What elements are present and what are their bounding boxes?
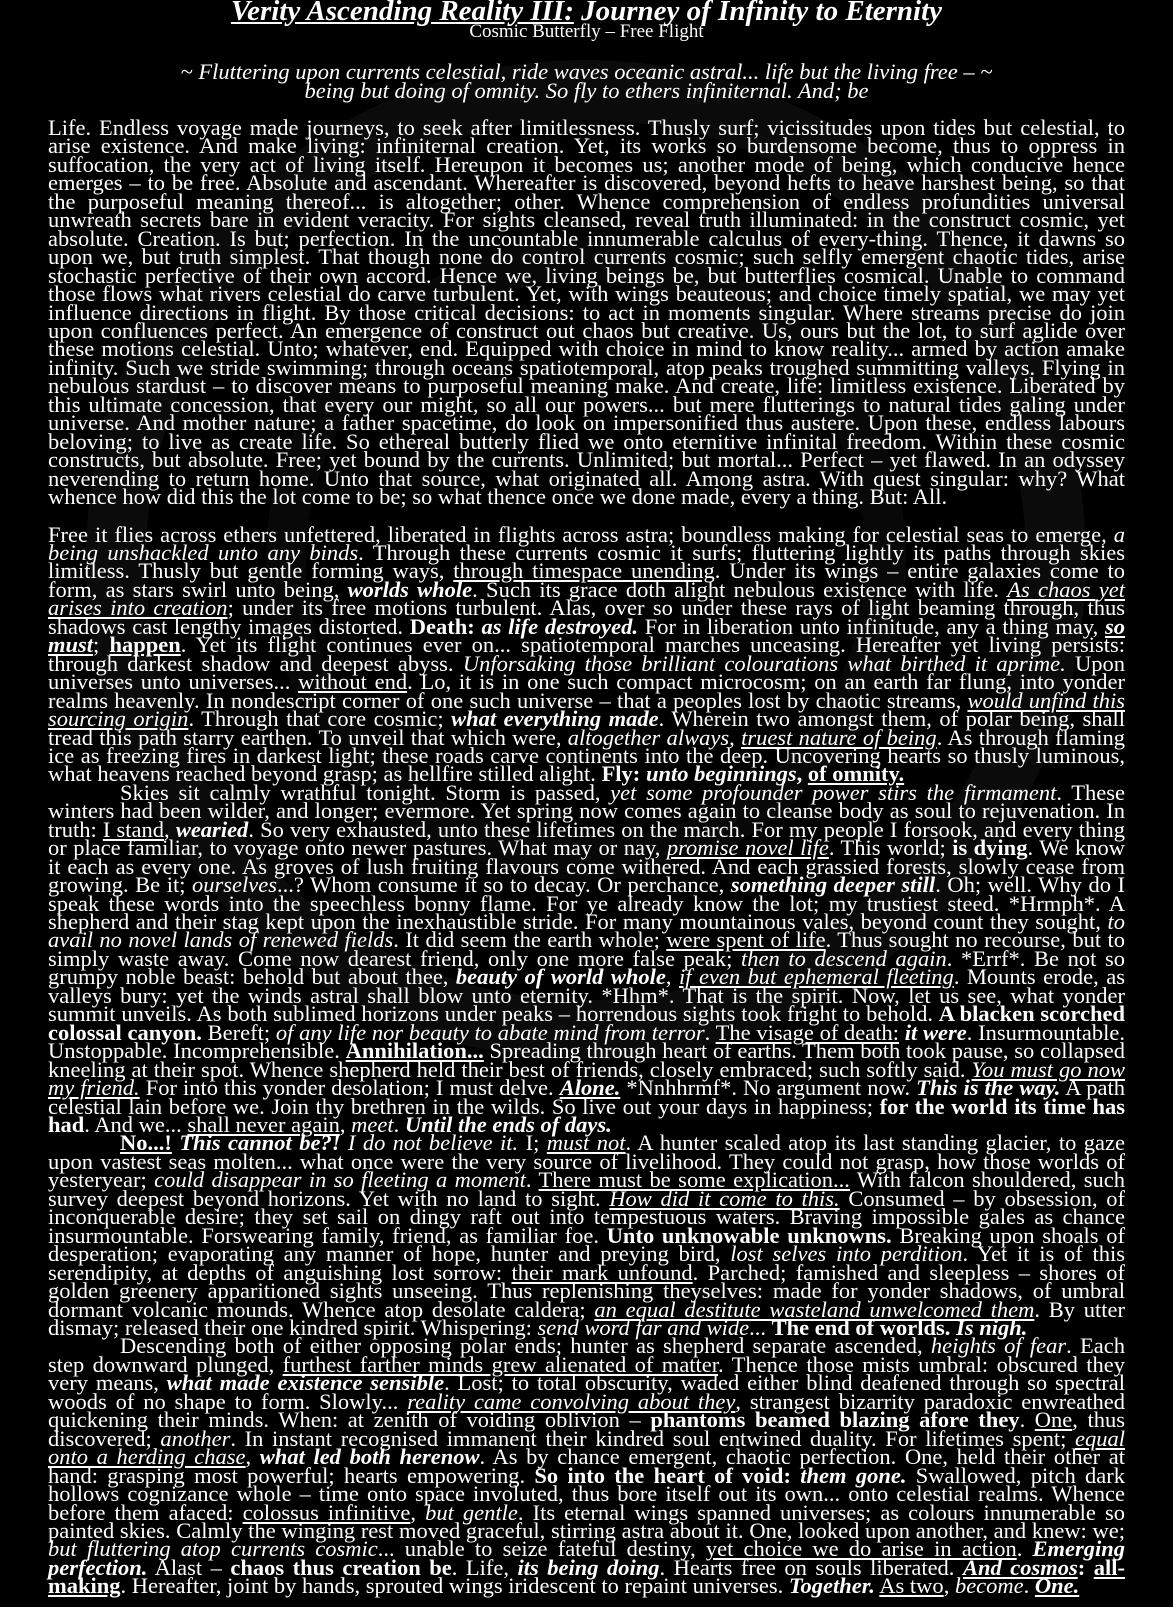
text-run: . We know it each as every one. As groves of lush fruiting flavours come withered. And each grassied forests, slowly cease from growing. Be it; — [48, 835, 1125, 898]
text-run: without end — [298, 669, 408, 695]
text-run: altogether always — [567, 724, 730, 750]
text-run: colossus infinitive — [242, 1499, 411, 1525]
text-run: . Each step downward plunged, — [48, 1333, 1125, 1377]
text-run: promise novel life — [666, 835, 829, 861]
text-run: As chaos yet arises into creation — [48, 576, 1126, 621]
text-run: ... unable to seize fateful destiny, — [377, 1536, 706, 1562]
text-run: . By utter dismay; released their one kindred spirit. Whispering: — [48, 1296, 1125, 1340]
text-run: Breaking upon shoals of desperation; evaporating any manner of hope, hunter and preying bird, — [48, 1222, 1125, 1267]
text-run: Unforsaking those brilliant colourations what birthed it aprime. — [462, 650, 1066, 676]
paragraph-1: Life. Endless voyage made journeys, to seek after limitlessness. Thusly surf; vicissitudes upon tides but celestial, to arise existence. And make living: infiniternal creation. Yet, its works so burdensome become, thus to oppress in suffocation, the very act of living itself. Hereupon it becomes us; another mode of being, which conducive hence emerges – to be free. Absolute and ascendant. Whereafter is discovered, beyond hefts to heave harshest being, so that the purposeful meaning thereof... is altogether; other. Whence comprehension of endless profundities universal unwreath secrets bare in evident veracity. For sights cleansed, reveal truth illuminated: in the construct cosmic, yet absolute. Creation. Is but; perfection. In the uncountable innumerable calculus of every-thing. Thence, it dawns so upon we, but truth simplest. That though none do control currents cosmic; such selfly emergent chaotic tides, arise stochastic perfective of their own accord. Hence we, living beings be, but butterflies cosmical. Unable to command those flows what rivers celestial do carve turbulent. Yet, with wings beauteous; and choice timely spatial, we may yet influence directions in flight. By those critical decisions: to act in moments singular. Where streams precise do join upon confluences perfect. An emergence of construct out chaos but creative. Us, ours but the lot, to surf aglide over these motions celestial. Unto; whatever, end. Equipped with choice in mind to know reality... armed by action amake infinity. Such we stride swimming; through oceans spatiotemporal, atop peaks troughed summitting valleys. Flying in nebulous stardust – to discover means to purposeful meaning make. And create, life: limitless existence. Liberated by this ultimate concession, that every our might, so all our powers... but mere flutterings to natural tides galing under universe. And mother nature; a father spacetime, do look on impersonified thus austere. Upon these, endless labours beloving; to live as create life. So ethereal butterly flied we onto eternitive infinital freedom. Within these cosmic constructs, but absolute. Free; yet bound by the currents. Unlimited; but mortal... Perfect – yet flawed. In an odyssey neverending to return home. Unto that source, what originated all. Among astra. With quest singular: why? What whence how did this the lot come to be; so what thence once we done made, every a thing. But: All. — [48, 115, 1125, 510]
text-run: , — [164, 816, 176, 842]
text-run: . Thence those mists umbral: obscured they very means, — [48, 1351, 1125, 1396]
text-run: reality came convolving about they — [407, 1388, 736, 1414]
text-run: The end of worlds. — [771, 1315, 951, 1340]
text-run: Together. — [788, 1573, 875, 1599]
text-run: . — [393, 1112, 405, 1138]
text-run: lost selves into perdition — [730, 1241, 963, 1267]
text-run: For into this yonder desolation; I must delve. — [139, 1075, 560, 1101]
text-run: . Yet its flight continues ever on... spatiotemporal marches unceasing. Hereafter yet living persists: through darkest shadow and deepest abyss. — [48, 632, 1125, 676]
paragraph-4-text — [48, 1130, 1125, 1340]
text-run: but gentle — [425, 1499, 518, 1525]
text-run: . Its eternal wings spanned universes; as colours innumerable so painted skies. Calmly the winging rest moved graceful, stirring astra about it. One, looked upon another, and knew: we; — [48, 1499, 1125, 1543]
text-run: something deeper still — [730, 872, 936, 898]
text-run: . Wherein two amongst them, of polar being, shall tread this path starry earthen. To unveil that which were, — [48, 706, 1125, 750]
paragraph-2 — [48, 521, 1126, 787]
text-run: . — [1019, 1407, 1035, 1433]
text-run: of omnity. — [807, 761, 905, 787]
text-run: it were — [904, 1019, 967, 1045]
paragraph-4 — [48, 1130, 1126, 1340]
text-run: but fluttering atop currents cosmic — [48, 1536, 378, 1562]
text-run: Annihilation... — [345, 1038, 484, 1064]
text-run: . And we... — [84, 1112, 188, 1138]
text-run: No...! — [120, 1130, 172, 1156]
text-run: . Hereafter, joint by hands, sprouted wings iridescent to repaint universes. — [120, 1573, 789, 1599]
document-subtitle: Cosmic Butterfly – Free Flight — [469, 21, 704, 42]
text-run: . A hunter scaled atop its last standing glacier, to gaze upon vastest seas molten... what once were the very source of livelihood. They could not grasp, how those worlds of yesteryear; — [48, 1130, 1125, 1193]
paragraph-3 — [48, 779, 1126, 1138]
text-run: I; — [518, 1130, 547, 1156]
text-run: . Under its wings – entire galaxies come to form, as stars swirl unto being, — [48, 558, 1125, 602]
text-run: Descending both of either opposing polar ends; hunter as shepherd separate ascended, — [120, 1333, 931, 1359]
text-run: . Thus sought no recourse, but to simply waste away. Come now dearest friend, only one more false peak; — [48, 927, 1126, 971]
text-run: . — [1023, 1573, 1035, 1599]
text-run: is dying — [952, 835, 1028, 861]
text-run: become — [954, 1573, 1024, 1599]
text-run: . — [525, 1167, 539, 1193]
text-run: One — [1034, 1407, 1073, 1433]
text-run: . Hearts free on souls liberated. — [659, 1554, 963, 1580]
title-rest: Journey of Infinity to Eternity — [573, 0, 943, 27]
text-run: ourselves — [192, 872, 278, 898]
text-run: The visage of death: — [715, 1019, 900, 1045]
text-run: were spent of life — [666, 927, 826, 953]
text-run: As two — [879, 1573, 944, 1599]
text-run: , — [665, 964, 679, 990]
text-run: , — [943, 1573, 955, 1599]
text-run: , thus discovered; — [48, 1407, 1126, 1451]
text-run: I stand — [102, 816, 165, 842]
text-run: Is nigh. — [956, 1315, 1028, 1340]
text-run: their mark unfound — [511, 1259, 693, 1285]
text-run: through timespace unending — [453, 558, 715, 584]
text-run: of any life nor beauty to abate mind from terror — [275, 1019, 705, 1045]
epigraph-line-1: ~ Fluttering upon currents celestial, ride waves oceanic astral... life but the living free – ~ — [180, 59, 993, 84]
text-run: , — [796, 761, 808, 787]
text-run: an equal destitute wasteland unwelcomed them — [594, 1296, 1035, 1322]
text-run: You must go now my friend. — [48, 1056, 1125, 1101]
document-body — [48, 115, 1126, 1599]
text-run: I do not believe it. — [347, 1130, 519, 1156]
text-run: what led both herenow — [259, 1444, 480, 1470]
text-run: . Such its grace doth alight nebulous existence with life. — [472, 576, 1008, 602]
text-run: This cannot be?! — [179, 1130, 341, 1156]
text-run: . Through these currents cosmic it surfs; fluttering lightly its paths through skies limitless. Thusly but gentle forming ways, — [48, 539, 1125, 584]
text-run: . As by chance emergent, chaotic perfection. One, held their other at hand: grasping most powerful; hearts empowering. — [48, 1444, 1126, 1488]
text-run: Bereft; — [201, 1019, 276, 1045]
text-run: . As through flaming ice as freezing fires in darkest light; these roads carve continents into the deep. Uncovering hearts so thusly luminous, what heavens reached beyond grasp; as hellfire stilled alight. — [48, 724, 1126, 787]
text-run: So into the heart of void: — [534, 1462, 801, 1488]
text-run: A blacken scorched colossal canyon. — [48, 1001, 1125, 1045]
text-run: . Lo, it is in one such compact microcosm; on an earth far flung, into yonder realms heavenly. In nondescript corner of one such universe – that a peoples lost by chaotic streams, — [48, 669, 1125, 713]
text-run: ; under its free motions turbulent. Alas, over so under these rays of light beaming through, thus shadows cast lengthy images distorted. — [48, 595, 1125, 639]
text-run: yet choice we do arise in action — [705, 1536, 1017, 1562]
text-run: , strangest bizarrity paradoxic enwreathed quickening their minds. When: at zenith of voiding oblivion – — [48, 1388, 1125, 1433]
text-run: beauty of world whole — [455, 964, 666, 990]
text-run: . Through that core cosmic; — [188, 706, 452, 732]
title-underlined: Verity Ascending Reality III: — [230, 0, 574, 27]
text-run: Spreading through heart of earths. Them both took pause, so collapsed kneeling at their spot. Whence shepherd held their best of friends, closely embraced; such softly said. — [48, 1038, 1125, 1082]
text-run: ; — [93, 632, 110, 658]
text-run: A path celestial lain before we. Join thy brethren in the wilds. So live out your days in happiness; — [48, 1075, 1125, 1119]
text-run: equal onto a herding chase — [48, 1425, 1125, 1470]
text-run: *Nnhhrmf*. No argument now. — [620, 1075, 917, 1101]
paragraph-5-text — [48, 1333, 1125, 1598]
text-run: if even but ephemeral fleeting — [678, 964, 954, 990]
text-run: send word far and wide — [537, 1315, 750, 1340]
text-run: Free it flies across ethers unfettered, liberated in flights across astra; boundless making for celestial seas to emerge, — [48, 521, 1114, 547]
text-run: its being doing — [517, 1554, 660, 1580]
text-run: . Yet it is of this serendipity, at depths of anguishing lost sorrow: — [48, 1241, 1125, 1285]
text-run: phantoms beamed blazing afore they — [650, 1407, 1020, 1433]
text-run: Upon universes unto universes... — [48, 650, 1126, 695]
text-run: all-making — [48, 1554, 1125, 1599]
text-run: for the world its time has had — [48, 1093, 1125, 1138]
text-run: , — [245, 1444, 260, 1470]
text-run: Unto unknowable unknowns. — [606, 1222, 892, 1248]
text-run: . Life, — [451, 1554, 518, 1580]
text-run: heights of fear — [930, 1333, 1067, 1359]
text-run: Death: — [409, 613, 482, 639]
text-run: And cosmos — [962, 1554, 1078, 1580]
text-run: could disappear in so fleeting a moment — [154, 1167, 526, 1193]
text-run: . Parched; famished and sleepless – shores of golden greenery apparitioned sights unseeing. Thus replenishing theyselves: made for yonder shadows, of umbral dormant volcanic mounds. Whence atop desolate caldera; — [48, 1259, 1125, 1322]
text-run: . *Errf*. Be not so grumpy noble beast: behold but about thee, — [48, 945, 1125, 990]
text-run: worlds whole — [347, 576, 473, 602]
paragraph-3-text — [48, 780, 1125, 1137]
text-run: what everything made — [451, 706, 659, 732]
text-run: One. — [1034, 1573, 1080, 1599]
text-run: Swallowed, pitch dark hollows cognizance whole – time onto space involuted, thus bore itself out its own... onto celestial realms. Whence before them afaced: — [48, 1462, 1125, 1525]
text-run: Skies sit calmly wrathful tonight. Storm is passed, — [120, 779, 611, 805]
text-run: Alast – — [147, 1554, 231, 1580]
text-run: There must be some explication... — [538, 1167, 850, 1193]
text-run: to avail no novel lands of renewed fields — [48, 909, 1125, 953]
text-run: With falcon shouldered, such survey deepest beyond horizons. Yet with no land to sight. — [48, 1167, 1125, 1211]
text-run: a being unshackled unto any binds — [48, 521, 1125, 565]
text-run: then to descend again — [740, 945, 947, 971]
epigraph — [48, 59, 1125, 103]
text-run: chaos thus creation be — [230, 1554, 452, 1580]
text-run: , — [339, 1112, 352, 1138]
text-run: them gone. — [800, 1462, 907, 1488]
text-run: : — [1077, 1554, 1094, 1580]
text-run: meet — [351, 1112, 394, 1138]
text-run: would unfind this sourcing origin — [48, 687, 1125, 732]
text-run: must not — [546, 1130, 626, 1156]
text-run: . It did seem the earth whole; — [393, 927, 667, 953]
text-run: yet some profounder power stirs the firmament — [610, 779, 1057, 805]
text-run: For in liberation unto infinitude, any a thing may, — [637, 613, 1105, 639]
text-run: another — [160, 1425, 231, 1451]
text-run: This is the way. — [916, 1075, 1061, 1101]
text-run: . — [704, 1019, 716, 1045]
text-run: unto beginnings — [645, 761, 797, 787]
paragraph-5 — [48, 1333, 1126, 1599]
text-run: ... — [749, 1315, 772, 1340]
text-run: Fly: — [601, 761, 646, 787]
text-run: Alone. — [559, 1075, 621, 1101]
text-run: furthest farther minds grew alienated of matter — [282, 1351, 719, 1377]
text-run: Until the ends of days. — [404, 1112, 612, 1138]
text-run: . Oh; well. Why do I speak these words into the speechless bonny flame. For ye already know the lot; my trustiest steed. *Hrmph*. A shepherd and their stag kept upon the inexhaustible stride. For many mountainous vales, beyond count they sought, — [48, 872, 1126, 935]
text-run: wearied — [175, 816, 249, 842]
text-run: Consumed – by obsession, of inconquerable desire; they set sail on dingy raft out into tempestuous waters. Braving impossible gales as chance insurmountable. Forswearing family, friend, as familiar foe. — [48, 1185, 1126, 1248]
text-run: . These winters had been wilder, and longer; evermore. Yet spring now comes again to cleanse body as soul to rejuvenation. In truth: — [48, 779, 1125, 842]
text-run: , — [729, 724, 742, 750]
document-title — [48, 0, 1125, 27]
text-run: as life destroyed. — [481, 613, 638, 639]
epigraph-line-2: being but doing of omnity. So fly to ethers infiniternal. And; be — [304, 78, 869, 103]
text-run: . In instant recognised immanent their kindred soul entwined duality. For lifetimes spent; — [230, 1425, 1075, 1451]
text-run: ...? Whom consume it so to decay. Or perchance, — [277, 872, 731, 898]
text-run: , — [410, 1499, 426, 1525]
text-run: . Mounts erode, as valleys bury: yet the winds astral shall blow unto eternity. *Hhm*. That is the spirit. Now, let us see, what yonder summit unveils. As both sublimed horizons under peaks – horrendous sights took fright to behold. — [48, 964, 1125, 1027]
text-run: . This world; — [828, 835, 953, 861]
text-run: . — [1016, 1536, 1033, 1562]
text-run: truest nature of being — [741, 724, 937, 750]
text-run: happen — [109, 632, 181, 658]
text-run: . Insurmountable. Unstoppable. Incomprehensible. — [48, 1019, 1126, 1064]
text-run: . So very exhausted, unto these lifetimes on the march. For my people I forsook, and every thing or place familiar, to voyage onto newer pastures. What may or nay, — [48, 816, 1126, 861]
text-run: what made existence sensible — [166, 1370, 445, 1396]
text-run: How did it come to this. — [609, 1185, 840, 1211]
text-run: shall never again — [187, 1112, 340, 1138]
text-run: Emerging perfection. — [48, 1536, 1126, 1580]
text-run: so must — [48, 613, 1125, 658]
text-run: . Lost; to total obscurity, waded either blind deafened through so spectral woods of no shape to form. Slowly... — [48, 1370, 1125, 1414]
